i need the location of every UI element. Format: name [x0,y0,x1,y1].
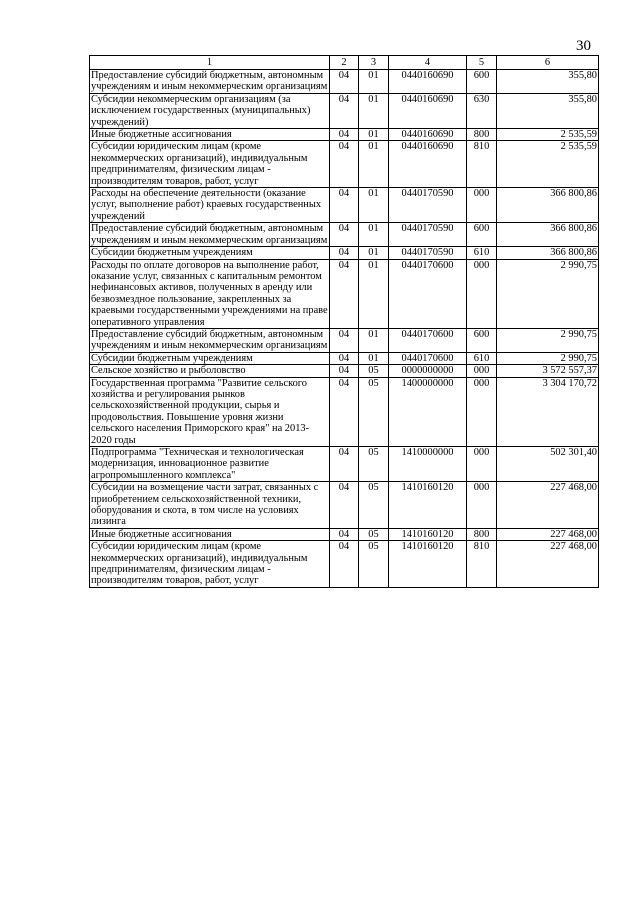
row-section: 04 [330,377,359,446]
row-section: 04 [330,70,359,94]
row-sum: 3 572 557,37 [497,365,599,377]
header-expense-type: 5 [467,56,497,70]
row-sum: 366 800,86 [497,247,599,259]
header-row [90,56,599,70]
row-target-article: 0440170600 [389,259,467,328]
row-sum: 366 800,86 [497,223,599,247]
table-row [90,188,599,223]
row-subsection: 05 [359,447,389,482]
row-subsection: 05 [359,541,389,588]
row-expense-type: 000 [467,482,497,529]
header-section: 2 [330,56,359,70]
row-section: 04 [330,528,359,540]
row-subsection: 01 [359,352,389,364]
table-row [90,541,599,588]
row-subsection: 01 [359,259,389,328]
row-name: Предоставление субсидий бюджетным, автономным учреждениям и иным некоммерческим организациям [90,328,330,352]
row-target-article: 0440170590 [389,223,467,247]
table-row [90,447,599,482]
row-target-article: 0440170590 [389,188,467,223]
row-target-article: 1410160120 [389,541,467,588]
row-section: 04 [330,541,359,588]
row-name: Государственная программа "Развитие сельского хозяйства и регулирования рынков сельскохозяйственной продукции, сырья и продовольствия. Повышение уровня жизни сельского населения Приморского края" на 2013-2020 годы [90,377,330,446]
row-sum: 502 301,40 [497,447,599,482]
row-sum: 355,80 [497,70,599,94]
row-expense-type: 610 [467,247,497,259]
row-name: Сельское хозяйство и рыболовство [90,365,330,377]
row-expense-type: 610 [467,352,497,364]
row-section: 04 [330,482,359,529]
table-row [90,247,599,259]
table-row [90,482,599,529]
table-row [90,365,599,377]
row-expense-type: 630 [467,93,497,128]
header-subsection: 3 [359,56,389,70]
table-row [90,528,599,540]
row-sum: 3 304 170,72 [497,377,599,446]
row-section: 04 [330,328,359,352]
row-target-article: 1400000000 [389,377,467,446]
table-row [90,328,599,352]
row-target-article: 0000000000 [389,365,467,377]
row-subsection: 01 [359,141,389,188]
row-name: Предоставление субсидий бюджетным, автономным учреждениям и иным некоммерческим организациям [90,70,330,94]
row-section: 04 [330,352,359,364]
row-subsection: 05 [359,528,389,540]
row-target-article: 0440170590 [389,247,467,259]
row-sum: 2 990,75 [497,352,599,364]
header-target-article: 4 [389,56,467,70]
row-subsection: 01 [359,129,389,141]
page-number: 30 [576,38,591,54]
row-sum: 227 468,00 [497,482,599,529]
row-name: Субсидии бюджетным учреждениям [90,247,330,259]
row-target-article: 0440160690 [389,129,467,141]
row-name: Расходы по оплате договоров на выполнение работ, оказание услуг, связанных с капитальным ремонтом нефинансовых активов, полученных в аренду или безвозмездное пользование, закрепленных за краевыми государственными учреждениями на праве оперативного управления [91,259,328,328]
row-section: 04 [330,365,359,377]
row-target-article: 0440170600 [389,328,467,352]
row-subsection: 01 [359,328,389,352]
row-target-article: 0440160690 [389,93,467,128]
row-section: 04 [330,93,359,128]
row-expense-type: 600 [467,223,497,247]
row-subsection: 01 [359,223,389,247]
row-section: 04 [330,141,359,188]
row-sum: 2 990,75 [497,259,599,328]
row-expense-type: 600 [467,328,497,352]
row-subsection: 05 [359,377,389,446]
row-target-article: 1410160120 [389,528,467,540]
row-name: Субсидии бюджетным учреждениям [90,352,330,364]
table-row [90,223,599,247]
row-subsection: 01 [359,247,389,259]
row-subsection: 01 [359,93,389,128]
row-expense-type: 000 [467,447,497,482]
row-subsection: 05 [359,365,389,377]
row-name: Субсидии на возмещение части затрат, связанных с приобретением сельскохозяйственной техники, оборудования и скота, в том числе на условиях лизинга [90,482,330,529]
row-name: Иные бюджетные ассигнования [90,129,330,141]
table-row [90,352,599,364]
row-sum: 355,80 [497,93,599,128]
row-target-article: 0440160690 [389,70,467,94]
row-name: Субсидии юридическим лицам (кроме некоммерческих организаций), индивидуальным предпринимателям, физическим лицам - производителям товаров, работ, услуг [90,541,330,588]
row-target-article: 0440170600 [389,352,467,364]
row-name: Субсидии некоммерческим организациям (за исключением государственных (муниципальных) учреждений) [90,93,330,128]
table-row [90,259,599,328]
row-name: Подпрограмма "Техническая и технологическая модернизация, инновационное развитие агропромышленного комплекса" [90,447,330,482]
header-name: 1 [90,56,330,70]
row-expense-type: 000 [467,365,497,377]
row-name: Субсидии юридическим лицам (кроме некоммерческих организаций), индивидуальным предпринимателям, физическим лицам - производителям товаров, работ, услуг [90,141,330,188]
row-expense-type: 800 [467,129,497,141]
row-subsection: 01 [359,70,389,94]
budget-table [89,55,599,588]
row-section: 04 [330,223,359,247]
row-sum: 366 800,86 [497,188,599,223]
row-target-article: 1410160120 [389,482,467,529]
row-expense-type: 800 [467,528,497,540]
row-sum: 227 468,00 [497,541,599,588]
row-expense-type: 810 [467,141,497,188]
row-sum: 2 990,75 [497,328,599,352]
row-section: 04 [330,188,359,223]
table-row [90,70,599,94]
table-row [90,129,599,141]
row-expense-type: 000 [467,188,497,223]
table-row [90,141,599,188]
row-subsection: 05 [359,482,389,529]
row-sum: 2 535,59 [497,141,599,188]
row-section: 04 [330,259,359,328]
row-name: Предоставление субсидий бюджетным, автономным учреждениям и иным некоммерческим организациям [90,223,330,247]
row-expense-type: 000 [467,377,497,446]
row-subsection: 01 [359,188,389,223]
row-section: 04 [330,447,359,482]
row-expense-type: 810 [467,541,497,588]
header-sum: 6 [497,56,599,70]
row-section: 04 [330,247,359,259]
row-name: Иные бюджетные ассигнования [90,528,330,540]
row-target-article: 0440160690 [389,141,467,188]
row-expense-type: 000 [467,259,497,328]
row-sum: 2 535,59 [497,129,599,141]
table-row [90,93,599,128]
row-expense-type: 600 [467,70,497,94]
row-section: 04 [330,129,359,141]
row-target-article: 1410000000 [389,447,467,482]
row-name: Расходы на обеспечение деятельности (оказание услуг, выполнение работ) краевых государственных учреждений [90,188,330,223]
table-row [90,377,599,446]
row-sum: 227 468,00 [497,528,599,540]
